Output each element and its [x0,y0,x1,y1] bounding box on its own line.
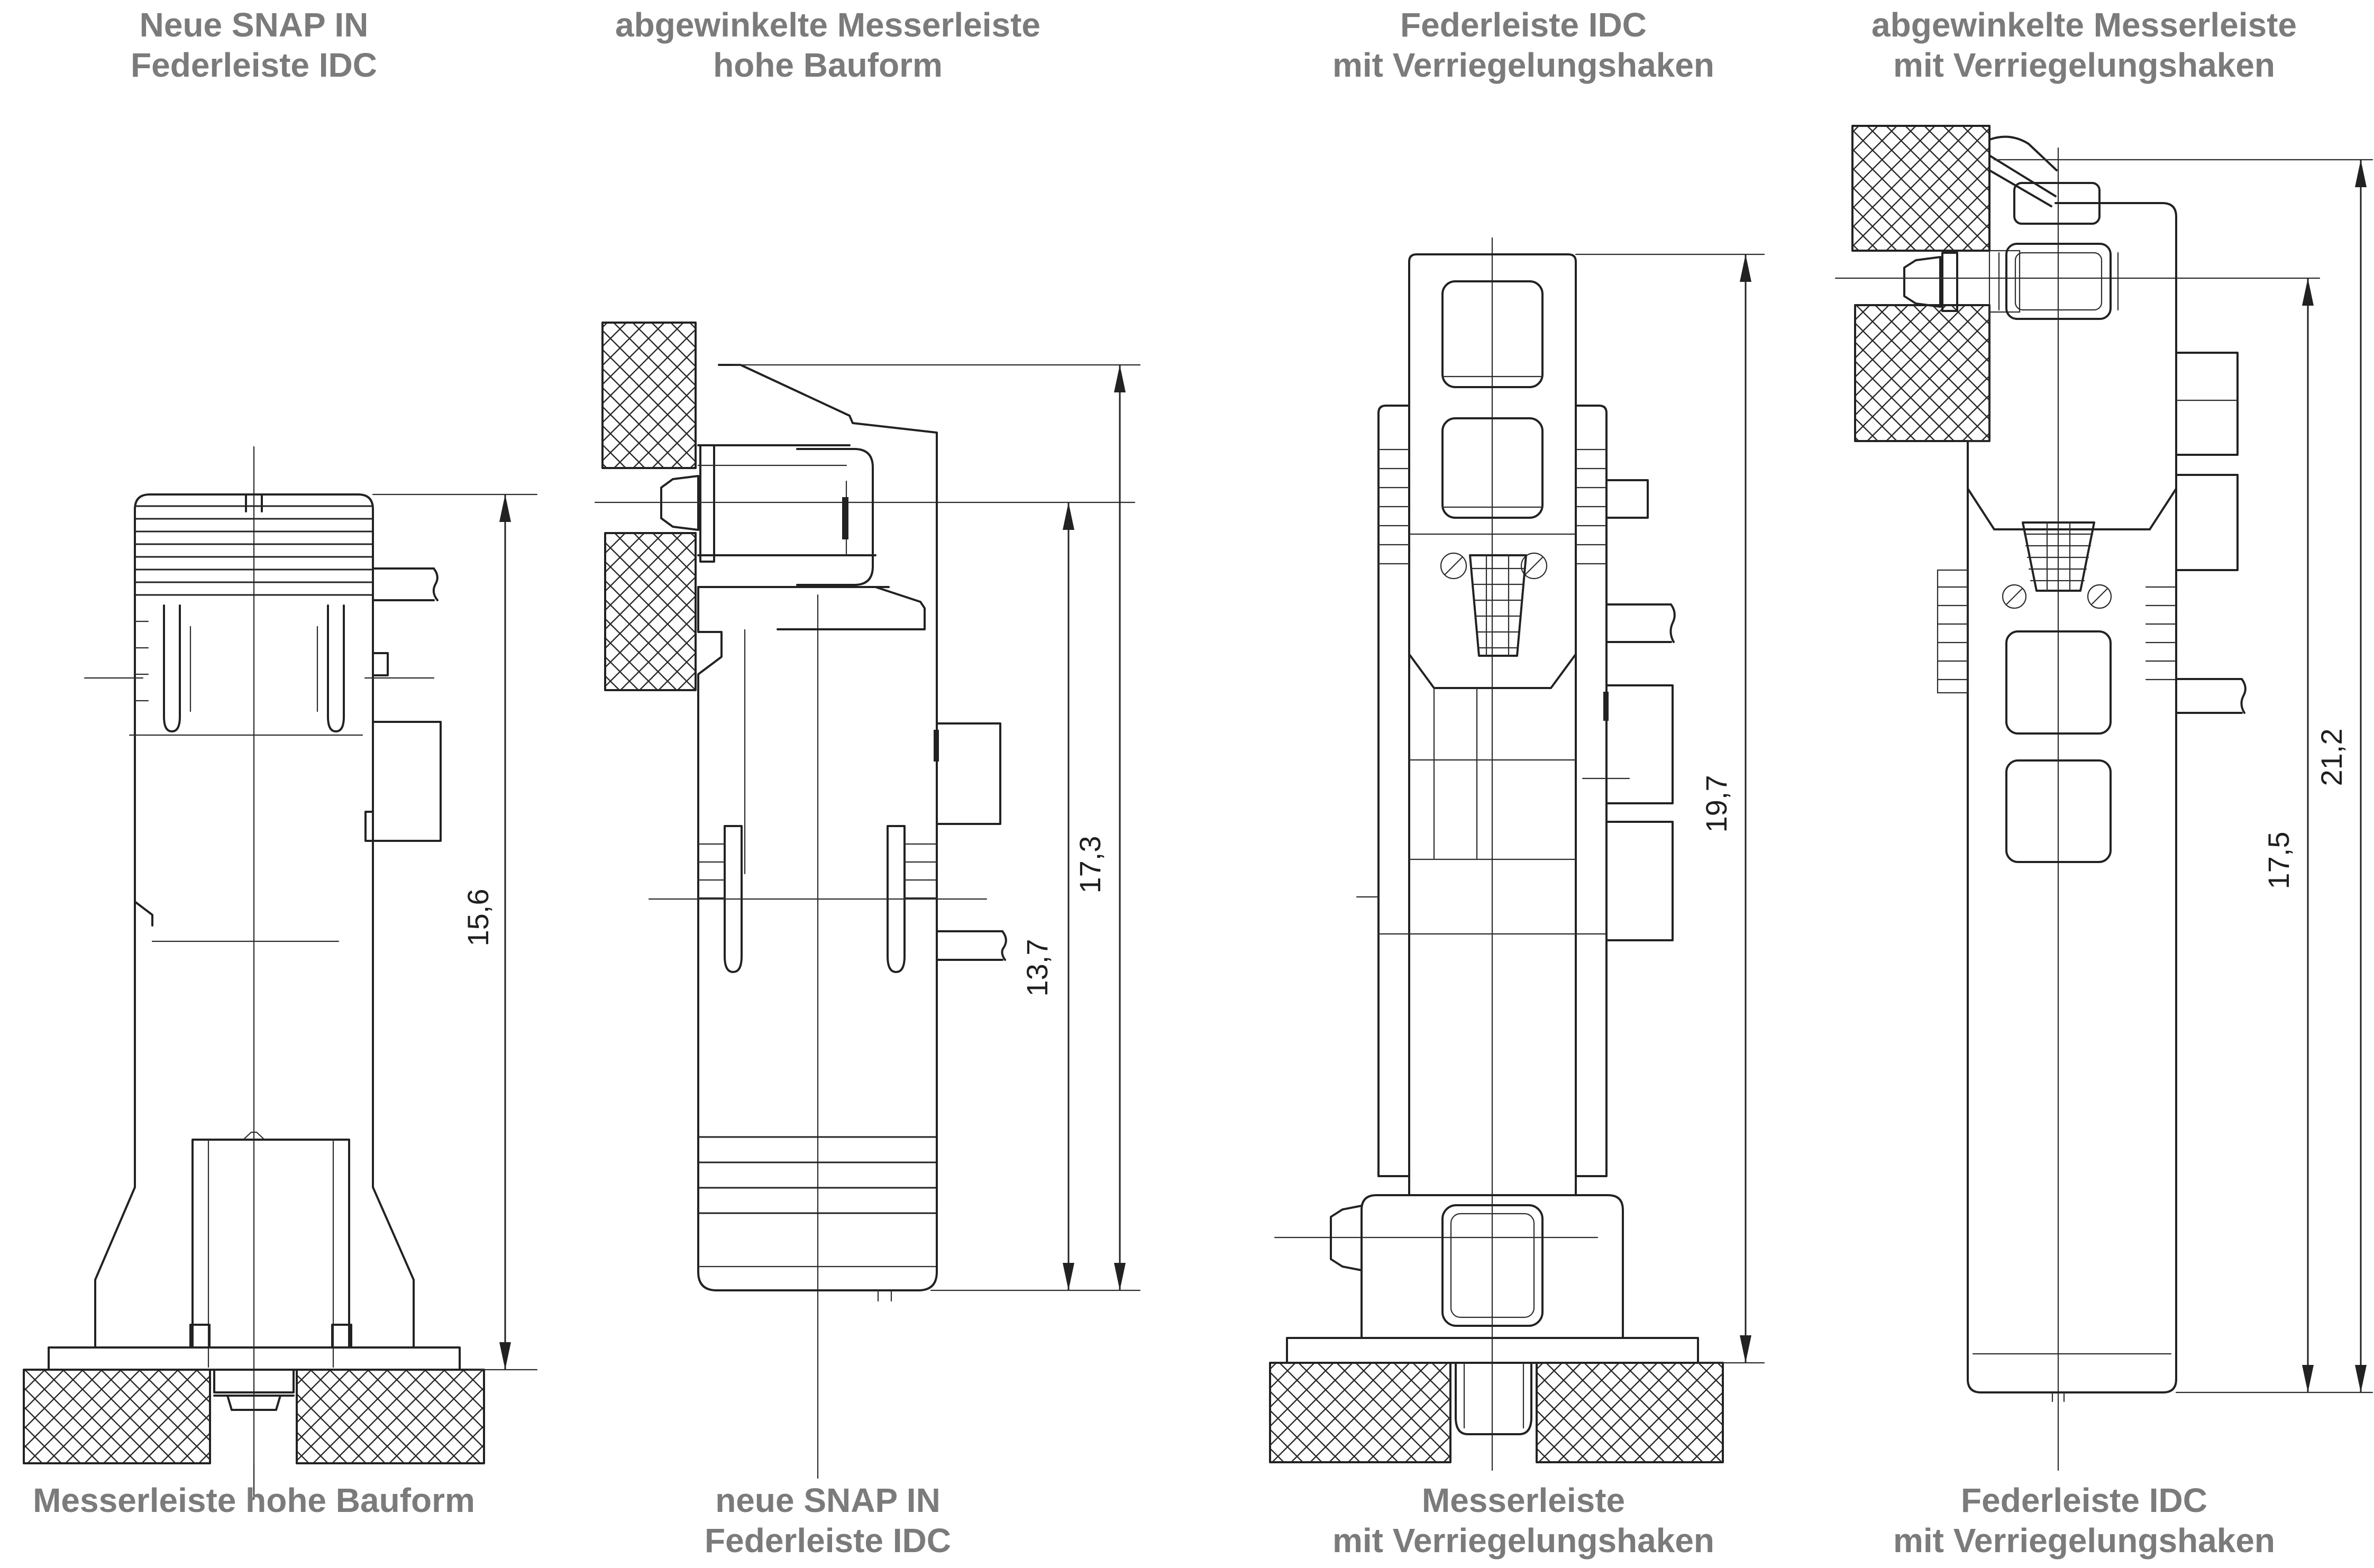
title-col2 [563,5,1092,85]
label-col3-line1: Messerleiste [1421,1481,1626,1519]
dimension-label: 17,5 [2262,831,2295,890]
polarization-block [1606,685,1673,803]
solder-pin-right [373,568,437,600]
through-pin [1456,1363,1531,1434]
dimension-label: 13,7 [1020,939,1054,997]
drawing-messerleiste-hohe-bauform [16,447,545,1520]
label-col3-line2: mit Verriegelungshaken [1332,1521,1715,1560]
title-col2-line2: hohe Bauform [713,45,943,84]
label-col1-line1: Messerleiste hohe Bauform [33,1481,475,1519]
dimension-label: 15,6 [461,888,495,947]
title-col3 [1259,5,1788,85]
dimension-label: 19,7 [1700,775,1733,833]
solder-pin-right [937,931,1006,960]
idc-screw-contacts [1441,553,1547,656]
title-col4-line2: mit Verriegelungshaken [1893,45,2276,84]
polarization-block [373,722,441,841]
label-col2-line2: Federleiste IDC [705,1521,951,1560]
title-col3-line1: Federleiste IDC [1400,6,1647,44]
snap-in-pin [1904,251,2020,312]
title-col1-line2: Federleiste IDC [131,45,377,84]
label-col2-line1: neue SNAP IN [715,1481,941,1519]
dimension-17-5 [2262,278,2314,1392]
solder-pin-right [2176,679,2245,713]
dimension-19-7 [1576,254,1764,1363]
label-col3 [1259,1481,1788,1561]
title-col1 [0,5,518,85]
dimension-21-2 [1994,160,2372,1392]
pcb-board-hatch [1270,1363,1723,1462]
dimension-label: 17,3 [1073,836,1107,894]
pcb-board-hatch [1852,126,1989,441]
polarization-block [937,723,1000,824]
polarization-block [2176,353,2238,455]
drawing-abgewinkelte-messerleiste [582,291,1164,1481]
title-col3-line2: mit Verriegelungshaken [1332,45,1715,84]
dimension-15-6 [373,494,537,1370]
drawing-abgewinkelte-messerleiste-verriegelungshaken [1825,122,2374,1481]
label-col4-line1: Federleiste IDC [1961,1481,2207,1519]
title-col4-line1: abgewinkelte Messerleiste [1871,6,2297,44]
locking-hook [1989,137,2057,206]
idc-screw-contacts [2003,522,2111,608]
title-col1-line1: Neue SNAP IN [139,6,369,44]
drawing-federleiste-verriegelungshaken [1259,238,1814,1481]
connector-body [649,365,1006,1301]
label-col2 [563,1481,1092,1561]
title-col2-line1: abgewinkelte Messerleiste [615,6,1040,44]
label-col1 [0,1481,518,1521]
pcb-board-hatch [602,323,696,690]
base-flange [1331,1195,1623,1338]
label-col4-line2: mit Verriegelungshaken [1893,1521,2276,1560]
dimension-label: 21,2 [2315,728,2348,786]
dimension-13-7 [931,502,1140,1290]
solder-pin-right [1606,604,1675,642]
title-col4 [1820,5,2349,85]
label-col4 [1820,1481,2349,1561]
